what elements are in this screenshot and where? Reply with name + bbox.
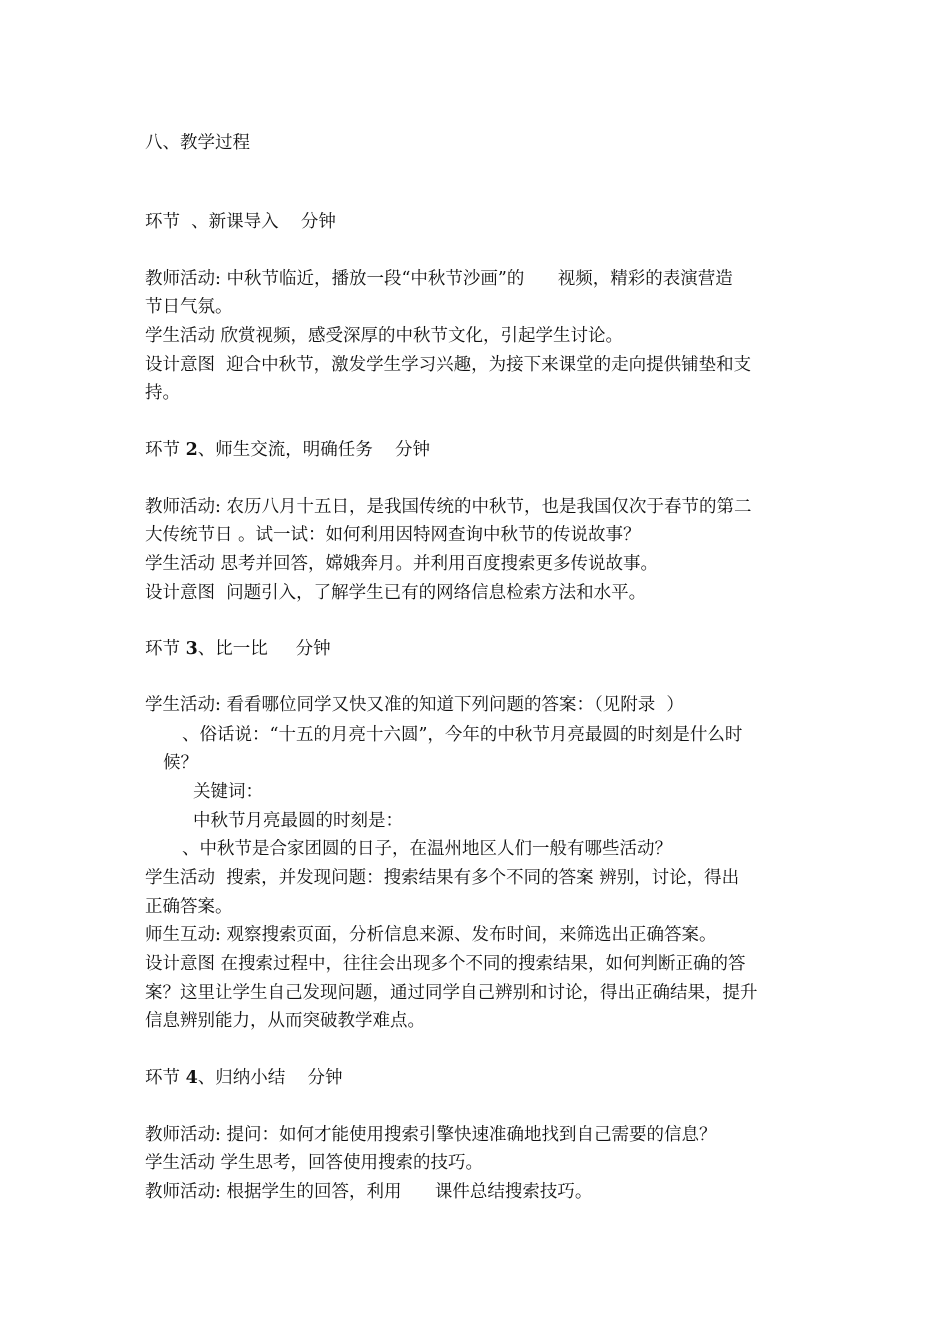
- section-1-teacher-line-2: 节日气氛。: [145, 297, 233, 317]
- section-3-interaction: 师生互动: 观察搜索页面，分析信息来源、发布时间，来筛选出正确答案。: [145, 925, 717, 945]
- section-1-title: [145, 211, 336, 233]
- section-3-title-text: 、比一比 分钟: [197, 639, 331, 659]
- question-2: 、中秋节是合家团圆的日子，在温州地区人们一般有哪些活动？: [182, 839, 672, 859]
- section-4-student: 学生活动 学生思考，回答使用搜索的技巧。: [145, 1153, 484, 1173]
- section-1-intent-line-2: 持。: [145, 383, 180, 403]
- section-1-student: 学生活动 欣赏视频，感受深厚的中秋节文化，引起学生讨论。: [145, 326, 624, 346]
- section-4-title-prefix: 环节: [145, 1068, 186, 1088]
- answer-label: 中秋节月亮最圆的时刻是：: [193, 811, 403, 831]
- section-2-teacher-line-1: 教师活动: 农历八月十五日，是我国传统的中秋节，也是我国仅次于春节的第二: [145, 497, 752, 517]
- section-3-title-prefix: 环节: [145, 639, 186, 659]
- section-3-intent-line-2: 案？这里让学生自己发现问题，通过同学自己辨别和讨论，得出正确结果，提升: [145, 983, 758, 1003]
- section-2-title-prefix: 环节: [145, 440, 186, 460]
- section-2-student: 学生活动 思考并回答，嫦娥奔月。并利用百度搜索更多传说故事。: [145, 554, 659, 574]
- question-1-line-2: 候？: [163, 753, 198, 773]
- section-1-title-text: 、新课导入 分钟: [191, 212, 336, 232]
- question-1-line-1: 、俗话说：“十五的月亮十六圆”，今年的中秋节月亮最圆的时刻是什么时: [182, 725, 743, 745]
- section-4-title-text: 、归纳小结 分钟: [197, 1068, 343, 1088]
- section-3-student-line-1: 学生活动: 看看哪位同学又快又准的知道下列问题的答案：（见附录 ）: [145, 695, 684, 715]
- section-2-title-text: 、师生交流，明确任务 分钟: [197, 440, 431, 460]
- section-3-intent-line-1: 设计意图 在搜索过程中，往往会出现多个不同的搜索结果，如何判断正确的答: [145, 954, 746, 974]
- section-4-teacher-line-2: 教师活动: 根据学生的回答，利用 课件总结搜索技巧。: [145, 1182, 593, 1202]
- heading-text: 八、教学过程: [145, 133, 250, 153]
- section-heading: [145, 132, 250, 154]
- section-4-title: [145, 1067, 343, 1089]
- section-4-number: 4: [185, 1068, 198, 1088]
- section-4-teacher-line-1: 教师活动: 提问：如何才能使用搜索引擎快速准确地找到自己需要的信息？: [145, 1125, 717, 1145]
- section-1-teacher-line-1: 教师活动: 中秋节临近，播放一段“中秋节沙画”的 视频，精彩的表演营造: [145, 269, 733, 289]
- section-1-intent-line-1: 设计意图 迎合中秋节，激发学生学习兴趣，为接下来课堂的走向提供铺垫和支: [145, 355, 752, 375]
- section-3-title: [145, 638, 331, 660]
- section-2-number: 2: [185, 440, 198, 460]
- section-3-student-line-2b: 正确答案。: [145, 897, 233, 917]
- section-3-student-line-2a: 学生活动 搜索，并发现问题：搜索结果有多个不同的答案 辨别，讨论，得出: [145, 868, 740, 888]
- section-2-title: [145, 439, 430, 461]
- section-3-intent-line-3: 信息辨别能力，从而突破教学难点。: [145, 1011, 425, 1031]
- section-2-intent: 设计意图 问题引入，了解学生已有的网络信息检索方法和水平。: [145, 583, 647, 603]
- section-1-title-prefix: 环节: [145, 212, 192, 232]
- section-2-teacher-line-2: 大传统节日 。试一试：如何利用因特网查询中秋节的传说故事？: [145, 525, 641, 545]
- keyword-label: 关键词：: [193, 782, 263, 802]
- section-3-number: 3: [185, 639, 198, 659]
